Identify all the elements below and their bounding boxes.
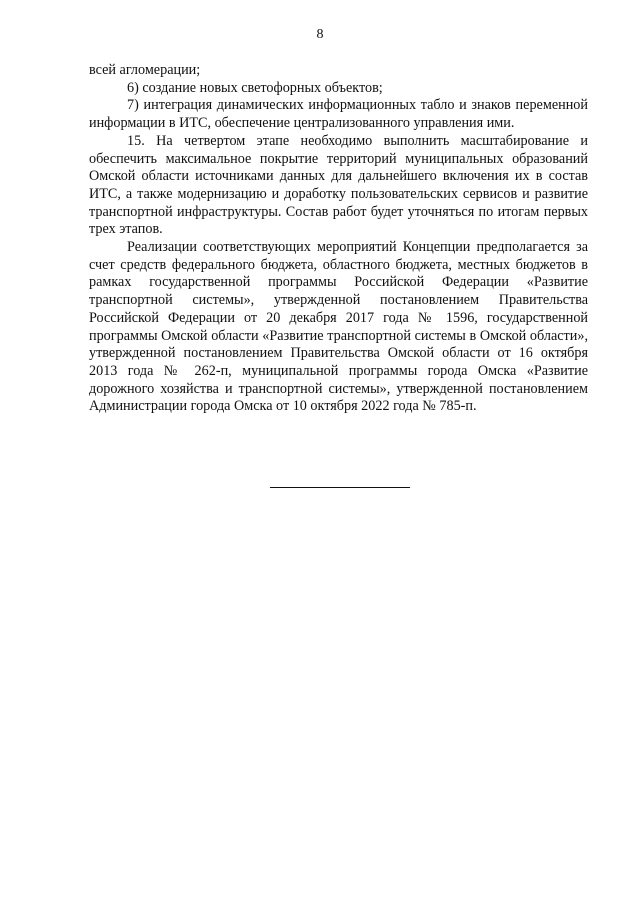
paragraph-funding: Реализации соответствующих мероприятий Концепции предполагается за счет средств федерального бюджета, областного бюджета, местных бюджетов в рамках государственной программы Российской Федерации «Развитие транспортной системы», утвержденной постановлением Правительства Российской Федерации от 20 декабря 2017 года № 1596, государственной программы Омской области «Развитие транспортной системы в Омской области», утвержденной постановлением Правительства Омской области от 16 октября 2013 года № 262-п, муниципальной программы города Омска «Развитие дорожного хозяйства и транспортной системы», утвержденной постановлением Администрации города Омска от 10 октября 2022 года № 785-п.: [89, 239, 588, 415]
paragraph-item-7: 7) интеграция динамических информационных табло и знаков переменной информации в ИТС, обеспечение централизованного управления ими.: [89, 97, 588, 132]
paragraph-section-15: 15. На четвертом этапе необходимо выполнить масштабирование и обеспечить максимальное покрытие территорий муниципальных образований Омской области источниками данных для дальнейшего включения их в состав ИТС, а также модернизацию и доработку пользовательских сервисов и развитие транспортной инфраструктуры. Состав работ будет уточняться по итогам первых трех этапов.: [89, 132, 588, 238]
page-number: 8: [316, 27, 324, 42]
closing-divider-line: [270, 487, 410, 488]
paragraph-agglomeration-end: всей агломерации;: [89, 62, 201, 78]
document-body: [89, 62, 588, 416]
paragraph-item-6: 6) создание новых светофорных объектов;: [127, 79, 383, 96]
